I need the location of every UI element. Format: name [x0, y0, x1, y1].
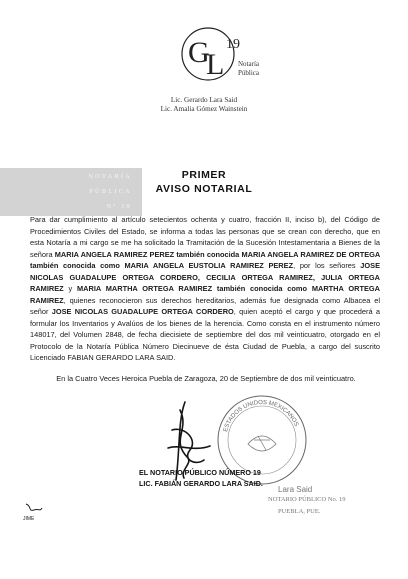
body-text-8: , quien aceptó el cargo y que procederá a formular los Inventarios y Avalúos de los bienes de la herencia. Como consta en el instrumento número 148017, del Volumen 2848, de fecha diecisiete de septiembre del dos mil veinticuatro, otorgado en el Protocolo de la Notaría Pública Número Diecinueve de ésta Ciudad de Puebla, a cargo del suscrito Licenciado: [30, 307, 380, 362]
body-text-9: .: [173, 353, 176, 362]
body-name-6: MARTHA ORTEGA RAMIREZ: [30, 284, 380, 305]
band-line-3: Nº 19: [106, 203, 132, 210]
title-line-1: PRIMER: [181, 169, 227, 181]
initials-mark: [22, 502, 46, 522]
body-text-1: Para dar cumplimiento al artículo setecientos ochenta y cuatro, fracción II, inciso b), del Código de Procedimientos Civiles del Estado, se informa a todas las personas que se crean con derecho, que en esta Notaría a mi cargo se me ha solicitado la Tramitación de la Sucesión Intestamentaria a Bienes de la señora: [30, 215, 380, 259]
body-text-6: también conocida como: [212, 284, 312, 293]
notary-name-2: Lic. Amalia Gómez Wainstein: [160, 105, 248, 113]
logo-monogram-right: L: [206, 48, 225, 81]
body-name-4: JOSE NICOLAS GUADALUPE ORTEGA CORDERO, CECILIA ORTEGA RAMIREZ, JULIA ORTEGA RAMIREZ: [30, 261, 380, 293]
body-text-7: , quienes reconocieron sus derechos hereditarios, además fue designada como Albacea el señor: [30, 295, 380, 316]
signature-title: EL NOTARIO PÚBLICO NÚMERO 19: [139, 468, 261, 477]
body-text-4: , por los señores: [293, 261, 361, 270]
notary-name-1: Lic. Gerardo Lara Said: [170, 96, 238, 104]
closing-line: En la Cuatro Veces Heroica Puebla de Zaragoza, 20 de Septiembre de dos mil veinticuatro.: [56, 374, 356, 383]
title-line-2: AVISO NOTARIAL: [155, 183, 253, 195]
signature-name: LIC. FABIÁN GERARDO LARA SAID.: [139, 479, 263, 488]
logo-monogram-left: G: [188, 36, 210, 69]
seal-text: ESTADOS UNIDOS MEXICANOS: [222, 399, 300, 433]
body-name-1: MARIA ANGELA RAMIREZ PEREZ: [54, 249, 175, 259]
notary-logo: [166, 14, 286, 94]
stamp-line-1: NOTARIO PÚBLICO No. 19: [268, 496, 346, 503]
notice-body: [30, 214, 380, 364]
notary-names: [0, 96, 408, 114]
body-name-3: MARIA ANGELA EUSTOLIA RAMIREZ PEREZ: [124, 261, 294, 270]
body-text-5: y: [63, 284, 77, 293]
body-text-2: también conocida: [174, 249, 242, 259]
band-line-1: NOTARÍA: [88, 173, 132, 180]
logo-number: 19: [226, 37, 240, 52]
stamp-name: Lara Said: [278, 485, 313, 494]
body-name-2: MARIA ANGELA RAMIREZ DE ORTEGA: [241, 249, 380, 259]
logo-line1: Notaría: [238, 60, 259, 68]
stamp-line-2: PUEBLA, PUE.: [278, 508, 321, 515]
initials-text: JIME: [23, 516, 35, 522]
logo-line2: Pública: [238, 69, 259, 77]
body-name-8: FABIAN GERARDO LARA SAID: [67, 353, 174, 362]
body-name-7: JOSE NICOLAS GUADALUPE ORTEGA CORDERO: [51, 307, 234, 316]
band-line-2: PÚBLICA: [89, 188, 132, 195]
body-name-5: MARIA MARTHA ORTEGA RAMIREZ: [76, 284, 213, 293]
body-text-3: también conocida como: [30, 261, 125, 270]
